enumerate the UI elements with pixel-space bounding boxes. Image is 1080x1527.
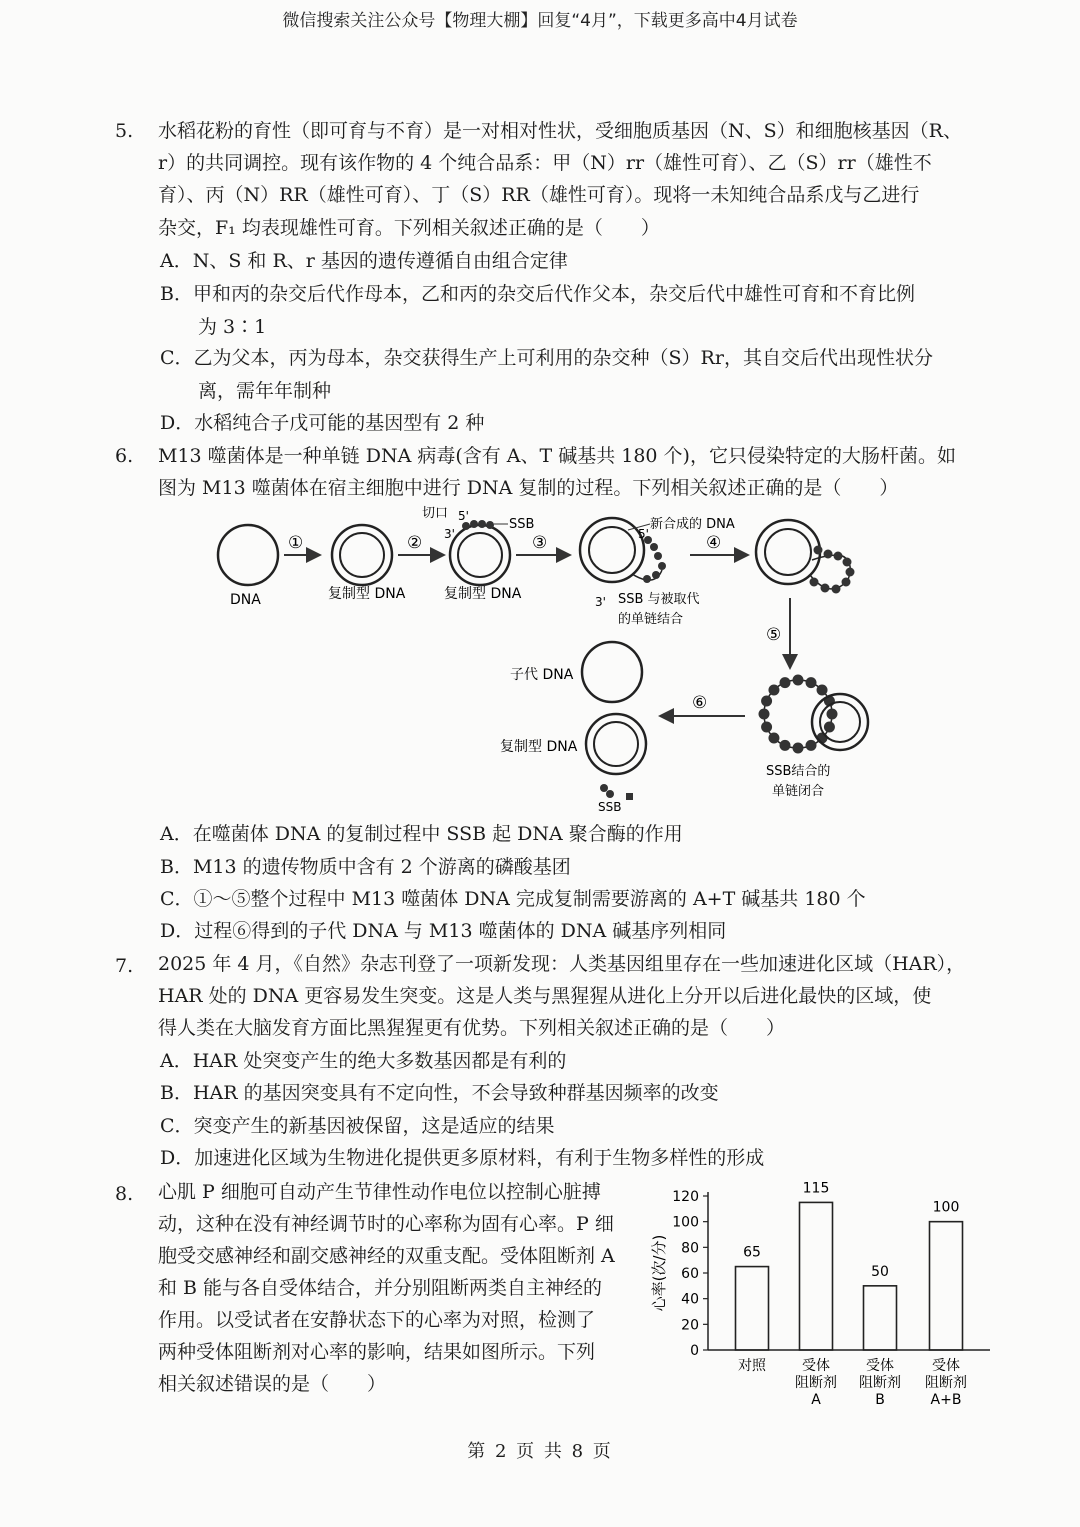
- label-dna: DNA: [230, 592, 261, 608]
- bar: [930, 1222, 963, 1350]
- stem-line: r）的共同调控。现有该作物的 4 个纯合品系：甲（N）rr（雄性可育）、乙（S）rr（雄性不: [158, 152, 932, 174]
- heart-rate-bar-chart: [650, 1178, 1000, 1418]
- question-number: 5.: [115, 120, 134, 142]
- option-b: B．HAR 的基因突变具有不定向性，不会导致种群基因频率的改变: [160, 1082, 719, 1104]
- ss-dna-circle: [218, 525, 278, 585]
- ssb-bead: [761, 695, 772, 706]
- stem-line: 相关叙述错误的是（ ）: [158, 1373, 387, 1395]
- y-tick-label: 120: [672, 1189, 699, 1205]
- ssb-bead: [814, 546, 823, 555]
- ssb-bead: [768, 684, 779, 695]
- label-rf-dna-1: 复制型 DNA: [328, 586, 406, 602]
- question-number: 8.: [115, 1183, 134, 1205]
- ssb-bead: [834, 552, 843, 561]
- dna-replication-diagram: [200, 500, 900, 820]
- category-label: 阻断剂: [925, 1375, 967, 1391]
- ssb-bead: [842, 578, 851, 587]
- ssb-bead: [658, 562, 666, 570]
- stem-line: 得人类在大脑发育方面比黑猩猩更有优势。下列相关叙述正确的是（ ）: [158, 1017, 786, 1039]
- y-tick-label: 100: [672, 1214, 699, 1231]
- ssb-bead: [768, 733, 779, 744]
- label-ssb-bind-2: 的单链结合: [618, 612, 684, 627]
- child-dna-circle: [582, 642, 642, 702]
- stem-line: 心肌 P 细胞可自动产生节律性动作电位以控制心脏搏: [158, 1181, 601, 1203]
- question-number: 6.: [115, 445, 134, 467]
- option-a: A．N、S 和 R、r 基因的遗传遵循自由组合定律: [160, 250, 568, 272]
- label-5prime: 5': [458, 509, 469, 523]
- ssb-bead: [827, 709, 838, 720]
- ssb-free-bead: [606, 790, 614, 798]
- stem-line: 育）、丙（N）RR（雄性可育）、丁（S）RR（雄性可育）。现将一未知纯合品系戊与乙进行: [158, 184, 920, 206]
- category-label: 受体: [866, 1358, 894, 1374]
- category-label: 受体: [802, 1358, 830, 1374]
- option-a: A．HAR 处突变产生的绝大多数基因都是有利的: [160, 1050, 567, 1072]
- label-rf-dna-2: 复制型 DNA: [444, 586, 522, 602]
- y-axis-label: 心率(次/分): [650, 1234, 668, 1312]
- stem-line: 杂交，F₁ 均表现雄性可育。下列相关叙述正确的是（ ）: [158, 217, 660, 239]
- label-ssb-free: SSB: [598, 800, 622, 814]
- step-2: ②: [407, 533, 423, 553]
- ssb-bead: [761, 722, 772, 733]
- step-4: ④: [706, 533, 722, 553]
- ssb-bead: [650, 543, 658, 551]
- label-close-2: 单链闭合: [772, 784, 825, 799]
- ssb-bead: [806, 677, 817, 688]
- category-label: A+B: [930, 1392, 962, 1408]
- y-tick-label: 20: [681, 1317, 699, 1334]
- label-new-dna: 新合成的 DNA: [650, 517, 735, 532]
- category-label: 阻断剂: [859, 1375, 901, 1391]
- ssb-bead: [793, 675, 804, 686]
- bar-value-label: 100: [932, 1199, 960, 1216]
- step-3: ③: [532, 533, 548, 553]
- y-tick-label: 80: [681, 1240, 699, 1257]
- ssb-bead: [643, 575, 651, 583]
- ssb-bead: [462, 522, 470, 530]
- ssb-bead: [779, 677, 790, 688]
- option-a: A．在噬菌体 DNA 的复制过程中 SSB 起 DNA 聚合酶的作用: [160, 823, 683, 845]
- ssb-bead: [654, 552, 662, 560]
- option-d: D．水稻纯合子戊可能的基因型有 2 种: [160, 412, 485, 434]
- ssb-bead: [478, 520, 486, 528]
- category-label: A: [811, 1392, 821, 1408]
- stem-line: 胞受交感神经和副交感神经的双重支配。受体阻断剂 A: [158, 1245, 615, 1267]
- ssb-bead: [806, 740, 817, 751]
- ssb-bead: [779, 740, 790, 751]
- category-label: 阻断剂: [795, 1375, 837, 1391]
- ssb-bead: [832, 585, 841, 594]
- ssb-bead: [652, 571, 660, 579]
- option-b-cont: 为 3∶1: [160, 316, 267, 338]
- option-b: B．M13 的遗传物质中含有 2 个游离的磷酸基团: [160, 856, 571, 878]
- page-header: 微信搜索关注公众号【物理大棚】回复“4月”，下载更多高中4月试卷: [282, 11, 798, 31]
- ssb-free-bead: [626, 793, 633, 800]
- ssb-free-bead: [600, 784, 608, 792]
- option-c-cont: 离，需年年制种: [160, 380, 332, 402]
- label-rf-dna-3: 复制型 DNA: [500, 739, 578, 755]
- step-5: ⑤: [766, 625, 782, 645]
- rf-dna-inner: [589, 527, 635, 573]
- option-c: C．①～⑤整个过程中 M13 噬菌体 DNA 完成复制需要游离的 A+T 碱基共 180 个: [160, 888, 866, 910]
- label-child-dna: 子代 DNA: [510, 667, 574, 683]
- stem-line: 作用。以受试者在安静状态下的心率为对照，检测了: [158, 1309, 596, 1331]
- ssb-bead: [486, 521, 494, 529]
- option-d: D．过程⑥得到的子代 DNA 与 M13 噬菌体的 DNA 碱基序列相同: [160, 920, 727, 942]
- step-6: ⑥: [692, 693, 708, 713]
- bar-value-label: 50: [871, 1263, 889, 1280]
- rf-dna-inner: [820, 702, 860, 742]
- rf-dna-inner: [765, 529, 811, 575]
- bar-value-label: 115: [802, 1180, 830, 1197]
- step-1: ①: [288, 533, 304, 553]
- ssb-bead: [810, 578, 819, 587]
- label-ssb-bind-1: SSB 与被取代: [618, 592, 700, 607]
- rf-dna-inner: [458, 533, 502, 577]
- ssb-bead: [824, 550, 833, 559]
- option-d: D．加速进化区域为生物进化提供更多原材料，有利于生物多样性的形成: [160, 1147, 765, 1169]
- stem-line: 2025 年 4 月，《自然》杂志刊登了一项新发现：人类基因组里存在一些加速进化区域（HAR），: [158, 953, 966, 975]
- option-c: C．乙为父本，丙为母本，杂交获得生产上可利用的杂交种（S）Rr，其自交后代出现性状分: [160, 347, 933, 369]
- stem-line: 和 B 能与各自受体结合，并分别阻断两类自主神经的: [158, 1277, 603, 1299]
- label-close-1: SSB结合的: [766, 764, 831, 779]
- ssb-bead: [843, 558, 852, 567]
- option-c: C．突变产生的新基因被保留，这是适应的结果: [160, 1115, 555, 1137]
- label-ssb: SSB: [509, 517, 535, 532]
- category-label: 受体: [932, 1358, 960, 1374]
- y-tick-label: 60: [681, 1266, 699, 1282]
- ssb-bead: [846, 568, 855, 577]
- bar: [800, 1202, 833, 1350]
- option-b: B．甲和丙的杂交后代作母本，乙和丙的杂交后代作父本，杂交后代中雄性可育和不育比例: [160, 283, 915, 305]
- stem-line: 图为 M13 噬菌体在宿主细胞中进行 DNA 复制的过程。下列相关叙述正确的是（ ）: [158, 477, 899, 499]
- ssb-bead: [817, 684, 828, 695]
- bar: [736, 1267, 769, 1350]
- stem-line: 两种受体阻断剂对心率的影响，结果如图所示。下列: [158, 1341, 596, 1363]
- label-3prime: 3': [444, 527, 455, 541]
- bar-value-label: 65: [743, 1244, 761, 1261]
- rf-dna-inner: [340, 533, 384, 577]
- stem-line: 动，这种在没有神经调节时的心率称为固有心率。P 细: [158, 1213, 614, 1235]
- question-number: 7.: [115, 955, 134, 977]
- label-5prime: 5': [638, 527, 649, 541]
- stem-line: 水稻花粉的育性（即可育与不育）是一对相对性状，受细胞质基因（N、S）和细胞核基因（R、: [158, 120, 962, 142]
- category-label: 对照: [738, 1358, 766, 1374]
- category-label: B: [875, 1392, 885, 1408]
- stem-line: M13 噬菌体是一种单链 DNA 病毒(含有 A、T 碱基共 180 个)，它只侵染特定的大肠杆菌。如: [158, 445, 956, 467]
- ssb-bead: [793, 743, 804, 754]
- label-3prime: 3': [595, 595, 606, 609]
- y-tick-label: 40: [681, 1291, 699, 1308]
- stem-line: HAR 处的 DNA 更容易发生突变。这是人类与黑猩猩从进化上分开以后进化最快的区域，使: [158, 985, 932, 1007]
- bar: [864, 1286, 897, 1350]
- ssb-bead: [824, 722, 835, 733]
- rf-dna-inner: [594, 722, 638, 766]
- page-footer: 第 2 页 共 8 页: [467, 1441, 613, 1462]
- ssb-bead: [759, 709, 770, 720]
- y-tick-label: 0: [690, 1343, 699, 1359]
- label-nick: 切口: [422, 506, 449, 521]
- ssb-ring-beads: [759, 675, 838, 754]
- ssb-bead: [821, 584, 830, 593]
- ssb-bead: [470, 520, 478, 528]
